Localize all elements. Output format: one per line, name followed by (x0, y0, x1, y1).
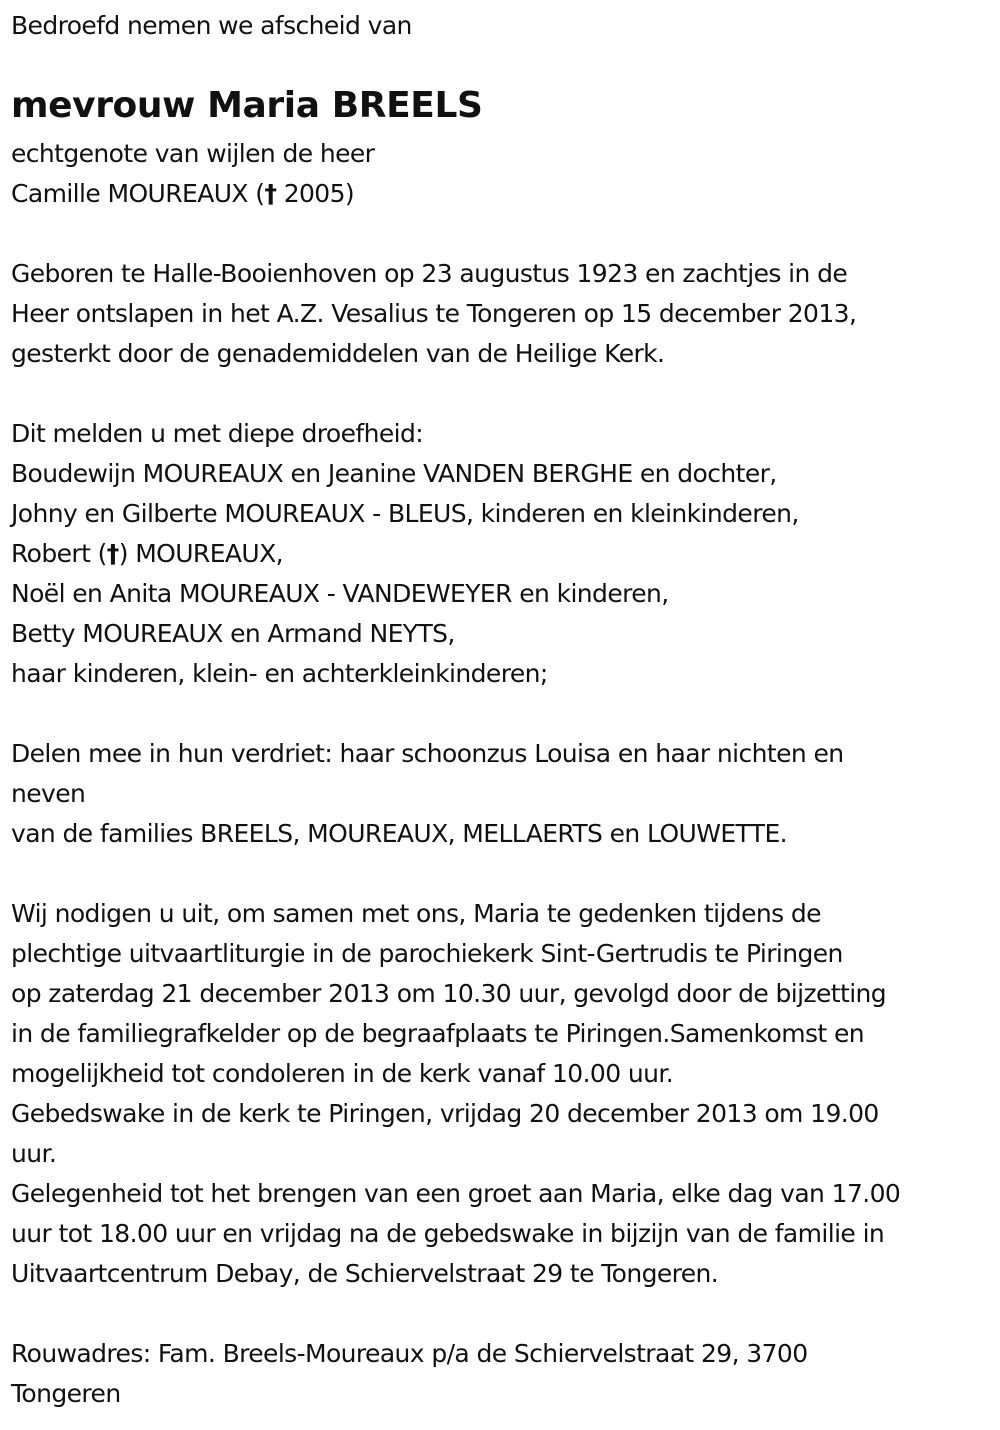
address-line: Rouwadres: Fam. Breels-Moureaux p/a de Schiervelstraat 29, 3700 (11, 1339, 808, 1368)
family-line (11, 534, 799, 574)
ceremony-line: uur. (11, 1139, 57, 1168)
family-line: haar kinderen, klein- en achterkleinkinderen; (11, 659, 548, 688)
family-line: Noël en Anita MOUREAUX - VANDEWEYER en kinderen, (11, 579, 669, 608)
family-block (11, 414, 799, 694)
ceremony-block (11, 894, 900, 1294)
ceremony-line: plechtige uitvaartliturgie in de parochiekerk Sint-Gertrudis te Piringen (11, 939, 843, 968)
family-line: Betty MOUREAUX en Armand NEYTS, (11, 619, 455, 648)
relatives-line: van de families BREELS, MOUREAUX, MELLAERTS en LOUWETTE. (11, 819, 787, 848)
birth-block (11, 254, 856, 374)
ceremony-line: mogelijkheid tot condoleren in de kerk vanaf 10.00 uur. (11, 1059, 674, 1088)
address-line: Tongeren (11, 1379, 121, 1408)
deceased-name: mevrouw Maria BREELS (11, 85, 483, 126)
intro-text: Bedroefd nemen we afscheid van (11, 11, 412, 40)
ceremony-line: Gelegenheid tot het brengen van een groet aan Maria, elke dag van 17.00 (11, 1179, 901, 1208)
relatives-line: neven (11, 779, 86, 808)
cross-icon: † (106, 539, 119, 568)
family-member-surname: ) MOUREAUX, (118, 539, 283, 568)
family-member-name: Robert ( (11, 539, 107, 568)
family-line: Johny en Gilberte MOUREAUX - BLEUS, kinderen en kleinkinderen, (11, 499, 799, 528)
ceremony-line: Uitvaartcentrum Debay, de Schiervelstraat 29 te Tongeren. (11, 1259, 719, 1288)
ceremony-line: Gebedswake in de kerk te Piringen, vrijdag 20 december 2013 om 19.00 (11, 1099, 879, 1128)
ceremony-line: Wij nodigen u uit, om samen met ons, Maria te gedenken tijdens de (11, 899, 821, 928)
spouse-name-line (11, 174, 374, 214)
spouse-line: echtgenote van wijlen de heer (11, 139, 375, 168)
cross-icon: † (264, 179, 277, 208)
family-line: Boudewijn MOUREAUX en Jeanine VANDEN BERGHE en dochter, (11, 459, 777, 488)
spouse-name: Camille MOUREAUX ( (11, 179, 265, 208)
birth-line: Heer ontslapen in het A.Z. Vesalius te Tongeren op 15 december 2013, (11, 299, 857, 328)
ceremony-line: in de familiegrafkelder op de begraafplaats te Piringen.Samenkomst en (11, 1019, 864, 1048)
spouse-block (11, 134, 374, 214)
spouse-death-year: 2005) (276, 179, 355, 208)
address-block (11, 1334, 808, 1414)
ceremony-line: op zaterdag 21 december 2013 om 10.30 uur, gevolgd door de bijzetting (11, 979, 887, 1008)
family-heading: Dit melden u met diepe droefheid: (11, 419, 424, 448)
birth-line: Geboren te Halle-Booienhoven op 23 augustus 1923 en zachtjes in de (11, 259, 848, 288)
birth-line: gesterkt door de genademiddelen van de Heilige Kerk. (11, 339, 665, 368)
relatives-block (11, 734, 844, 854)
relatives-line: Delen mee in hun verdriet: haar schoonzus Louisa en haar nichten en (11, 739, 844, 768)
ceremony-line: uur tot 18.00 uur en vrijdag na de gebedswake in bijzijn van de familie in (11, 1219, 885, 1248)
